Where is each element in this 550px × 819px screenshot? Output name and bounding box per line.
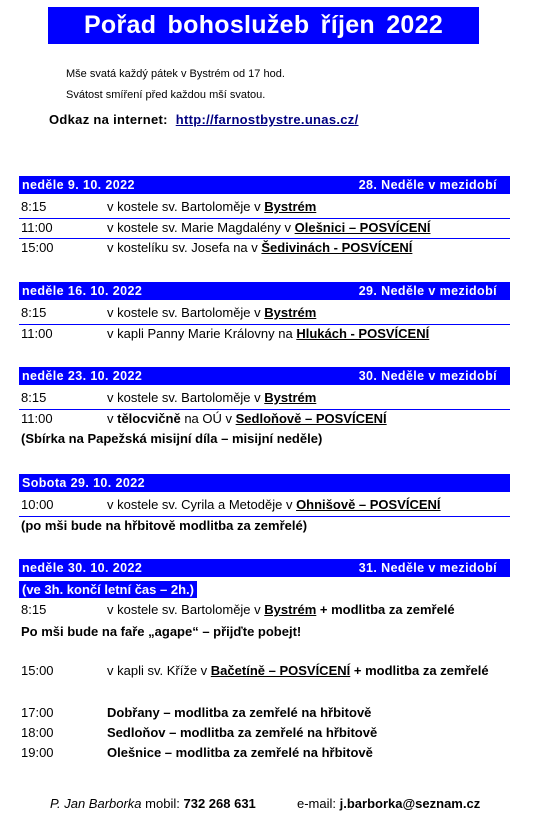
day-sunday: 29. Neděle v mezidobí (358, 284, 497, 298)
row-location: v kostele sv. Bartoloměje v (107, 602, 265, 617)
row-time: 8:15 (21, 305, 47, 320)
day-header-3 (19, 367, 510, 385)
row-text (107, 305, 316, 320)
row-time: 8:15 (21, 602, 47, 617)
row-place: Ohnišově – POSVÍCENÍ (296, 497, 441, 512)
row-location: v kostele sv. Bartoloměje v (107, 305, 265, 320)
row-time: 17:00 (21, 705, 54, 720)
row-time: 10:00 (21, 497, 54, 512)
time-change-note: (ve 3h. končí letní čas – 2h.) (19, 581, 197, 598)
row-location: na OÚ v (180, 411, 236, 426)
row-place: Bystrém (264, 305, 317, 320)
row-time: 11:00 (21, 326, 53, 341)
web-reference (49, 112, 359, 127)
row-place: Olešnici – POSVÍCENÍ (294, 220, 431, 235)
mobile-number: 732 268 631 (183, 796, 256, 811)
row-location: v kostele sv. Marie Magdalény v (107, 220, 295, 235)
row-time: 15:00 (21, 663, 54, 678)
divider (19, 324, 510, 325)
row-location: v kostele sv. Bartoloměje v (107, 199, 265, 214)
row-place: Bystrém (264, 602, 317, 617)
row-text (107, 602, 455, 617)
web-label: Odkaz na internet: (49, 112, 168, 127)
row-time: 19:00 (21, 745, 54, 760)
day-header-2 (19, 282, 510, 300)
intro-line-1: Mše svatá každý pátek v Bystrém od 17 hod. (66, 68, 285, 80)
row-location: v kapli Panny Marie Královny na (107, 326, 297, 341)
row-text (107, 390, 316, 405)
day-date: neděle 23. 10. 2022 (22, 369, 143, 383)
priest-name: P. Jan Barborka (50, 796, 142, 811)
row-text: Sedloňov – modlitba za zemřelé na hřbitově (107, 725, 378, 740)
row-time: 8:15 (21, 390, 47, 405)
day-date: neděle 9. 10. 2022 (22, 178, 135, 192)
row-place: Hlukách - POSVÍCENÍ (296, 326, 430, 341)
day-header-4 (19, 474, 510, 492)
mobile-label: mobil: (145, 796, 180, 811)
day-sunday: 31. Neděle v mezidobí (358, 561, 497, 575)
divider (19, 409, 510, 410)
row-place: Šedivinách - POSVÍCENÍ (261, 240, 413, 255)
intro-line-2: Svátost smíření před každou mší svatou. (66, 89, 266, 101)
day-note: Po mši bude na faře „agape“ – přijďte pobejt! (21, 624, 302, 639)
page-title: Pořad bohoslužeb říjen 2022 (48, 7, 479, 44)
row-time: 11:00 (21, 411, 53, 426)
row-text (107, 199, 316, 214)
row-place: Sedloňově – POSVÍCENÍ (235, 411, 387, 426)
row-place: Bystrém (264, 390, 317, 405)
row-time: 15:00 (21, 240, 54, 255)
day-header-1 (19, 176, 510, 194)
row-location: v kapli sv. Kříže v (107, 663, 211, 678)
row-text (107, 497, 441, 512)
day-date: neděle 30. 10. 2022 (22, 561, 143, 575)
row-text (107, 411, 387, 426)
day-sunday: 30. Neděle v mezidobí (358, 369, 497, 383)
row-location: v kostele sv. Cyrila a Metoděje v (107, 497, 297, 512)
divider (19, 238, 510, 239)
row-time: 18:00 (21, 725, 54, 740)
row-location: v (107, 411, 118, 426)
row-time: 11:00 (21, 220, 53, 235)
row-text (107, 240, 412, 255)
day-date: Sobota 29. 10. 2022 (22, 476, 145, 490)
day-note: (po mši bude na hřbitově modlitba za zemřelé) (21, 518, 308, 533)
row-place: Bačetíně – POSVÍCENÍ (210, 663, 351, 678)
row-extra: + modlitba za zemřelé (350, 663, 489, 678)
day-note: (Sbírka na Papežská misijní díla – misijní neděle) (21, 431, 323, 446)
email-address[interactable]: j.barborka@seznam.cz (339, 796, 481, 811)
footer-email (297, 796, 480, 811)
day-header-5 (19, 559, 510, 577)
row-location: v kostelíku sv. Josefa na v (107, 240, 262, 255)
row-extra: + modlitba za zemřelé (316, 602, 455, 617)
row-text: Dobřany – modlitba za zemřelé na hřbitově (107, 705, 372, 720)
row-time: 8:15 (21, 199, 47, 214)
row-location: v kostele sv. Bartoloměje v (107, 390, 265, 405)
row-venue: tělocvičně (117, 411, 181, 426)
web-link[interactable]: http://farnostbystre.unas.cz/ (175, 112, 359, 127)
row-text (107, 326, 429, 341)
row-text (107, 220, 430, 235)
divider (19, 218, 510, 219)
day-date: neděle 16. 10. 2022 (22, 284, 143, 298)
divider (19, 516, 510, 517)
day-sunday: 28. Neděle v mezidobí (358, 178, 497, 192)
row-text (107, 663, 489, 678)
row-place: Bystrém (264, 199, 317, 214)
email-label: e-mail: (297, 796, 337, 811)
footer-contact (50, 796, 256, 811)
row-text: Olešnice – modlitba za zemřelé na hřbitově (107, 745, 373, 760)
